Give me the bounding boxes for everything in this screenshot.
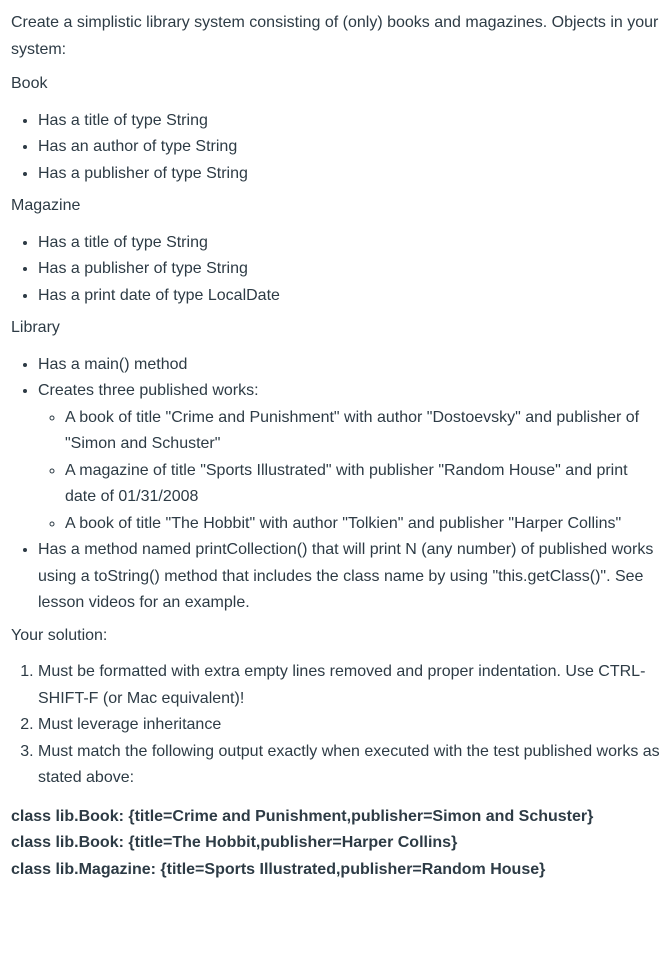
list-item: • Has a publisher of type String [38,161,660,188]
book-attributes-list [11,108,660,188]
output-line: class lib.Book: {title=The Hobbit,publisher=Harper Collins} [11,834,458,851]
output-line: class lib.Magazine: {title=Sports Illustrated,publisher=Random House} [11,860,546,878]
list-item: • Has a method named printCollection() that will print N (any number) of published works using a toString() method that includes the class name by using "this.getClass()". See lesson videos for an example. [38,537,660,617]
magazine-attributes-list [11,230,660,310]
book-heading: Book [11,75,48,92]
list-item: • Has a title of type String [38,108,660,135]
magazine-heading: Magazine [11,197,81,214]
list-item: • Has a main() method [38,352,660,379]
list-item: ◦ A book of title "The Hobbit" with author "Tolkien" and publisher "Harper Collins" [65,511,660,538]
list-item: • Has a publisher of type String [38,256,660,283]
requirements-list [11,659,660,792]
output-line: class lib.Book: {title=Crime and Punishment,publisher=Simon and Schuster} [11,807,594,825]
list-item: ◦ A magazine of title "Sports Illustrated" with publisher "Random House" and print date of 01/31/2008 [65,458,660,511]
list-item: 1. Must be formatted with extra empty lines removed and proper indentation. Use CTRL-SHIFT-F (or Mac equivalent)! [38,659,660,712]
published-works-list [38,405,660,538]
library-heading: Library [11,319,60,336]
list-item: ◦ A book of title "Crime and Punishment" with author "Dostoevsky" and publisher of "Simon and Schuster" [65,405,660,458]
list-item: • Has an author of type String [38,134,660,161]
library-features-list [11,352,660,617]
list-item: 2. Must leverage inheritance [38,712,660,739]
list-item: • Has a print date of type LocalDate [38,283,660,310]
solution-heading: Your solution: [11,626,108,644]
creates-label: Creates three published works: [38,382,259,399]
expected-output [11,804,660,884]
list-item [38,378,660,537]
list-item: 3. Must match the following output exactly when executed with the test published works as stated above: [38,739,660,792]
intro-paragraph: Create a simplistic library system consisting of (only) books and magazines. Objects in your system: [11,14,659,58]
list-item: • Has a title of type String [38,230,660,257]
